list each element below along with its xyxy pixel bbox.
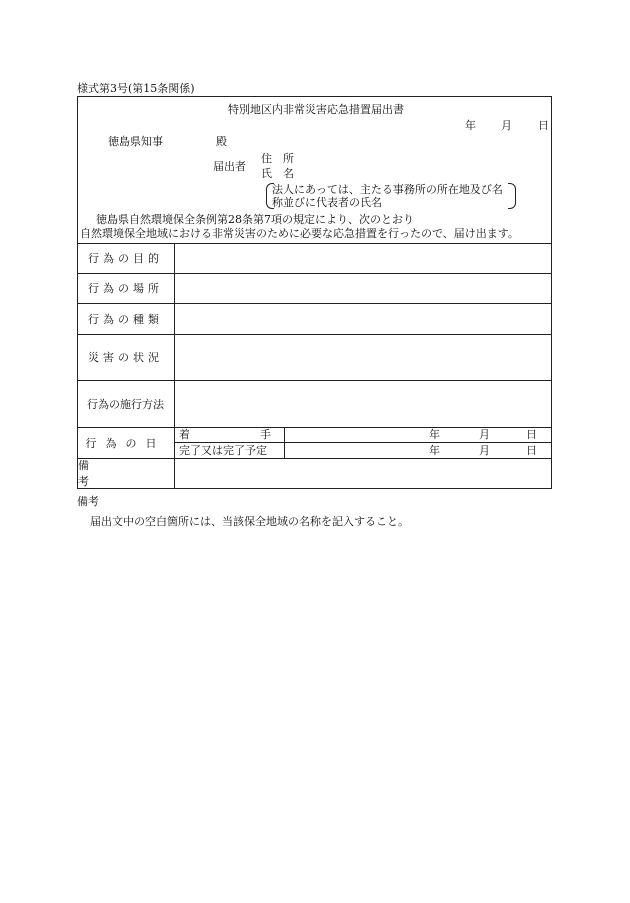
date-year: 年 <box>465 119 476 132</box>
date-start-label: 着手 <box>179 428 341 441</box>
date-end-label: 完了又は完了予定 <box>179 444 267 457</box>
addressee-name: 徳島県知事 <box>108 135 163 148</box>
date-end-day: 日 <box>526 444 537 457</box>
name-label: 氏 名 <box>261 167 294 180</box>
date-start-month: 月 <box>479 428 490 441</box>
row-label-purpose: 行為の目的 <box>88 252 163 265</box>
applicant-label: 届出者 <box>213 160 246 173</box>
row-label-remarks: 備考 <box>78 459 139 488</box>
form-title: 特別地区内非常災害応急措置届出書 <box>228 103 404 116</box>
date-row-divider <box>174 442 551 443</box>
row-label-method: 行為の施行方法 <box>87 397 164 411</box>
body-text-line1: 徳島県自然環境保全条例第28条第7項の規定により、次のとおり <box>96 213 414 226</box>
date-day: 日 <box>538 119 549 132</box>
addressee-honorific: 殿 <box>216 135 227 148</box>
date-start-year: 年 <box>429 428 440 441</box>
applicant-note-line2: 称並びに代表者の氏名 <box>272 196 382 209</box>
row-label-disaster: 災害の状況 <box>88 351 163 364</box>
date-end-month: 月 <box>479 444 490 457</box>
body-text-line2: 自然環境保全地域における非常災害のために必要な応急措置を行ったので、届け出ます。 <box>80 227 519 240</box>
form-frame <box>77 96 552 489</box>
row-label-place: 行為の場所 <box>88 282 163 295</box>
row-label-type: 行為の種類 <box>88 312 163 326</box>
notes-title: 備考 <box>77 495 99 508</box>
note-right-bracket <box>508 183 516 209</box>
form-label: 様式第3号(第15条関係) <box>77 82 195 95</box>
date-end-year: 年 <box>429 444 440 457</box>
date-month: 月 <box>501 119 512 132</box>
applicant-note-line1: 法人にあっては、主たる事務所の所在地及び名 <box>272 183 503 196</box>
row-label-dates: 行為の日 <box>85 436 166 450</box>
notes-body: 届出文中の空白箇所には、当該保全地域の名称を記入すること。 <box>90 515 409 528</box>
label-column-divider <box>174 243 175 488</box>
address-label: 住 所 <box>261 152 294 165</box>
date-start-day: 日 <box>526 428 537 441</box>
